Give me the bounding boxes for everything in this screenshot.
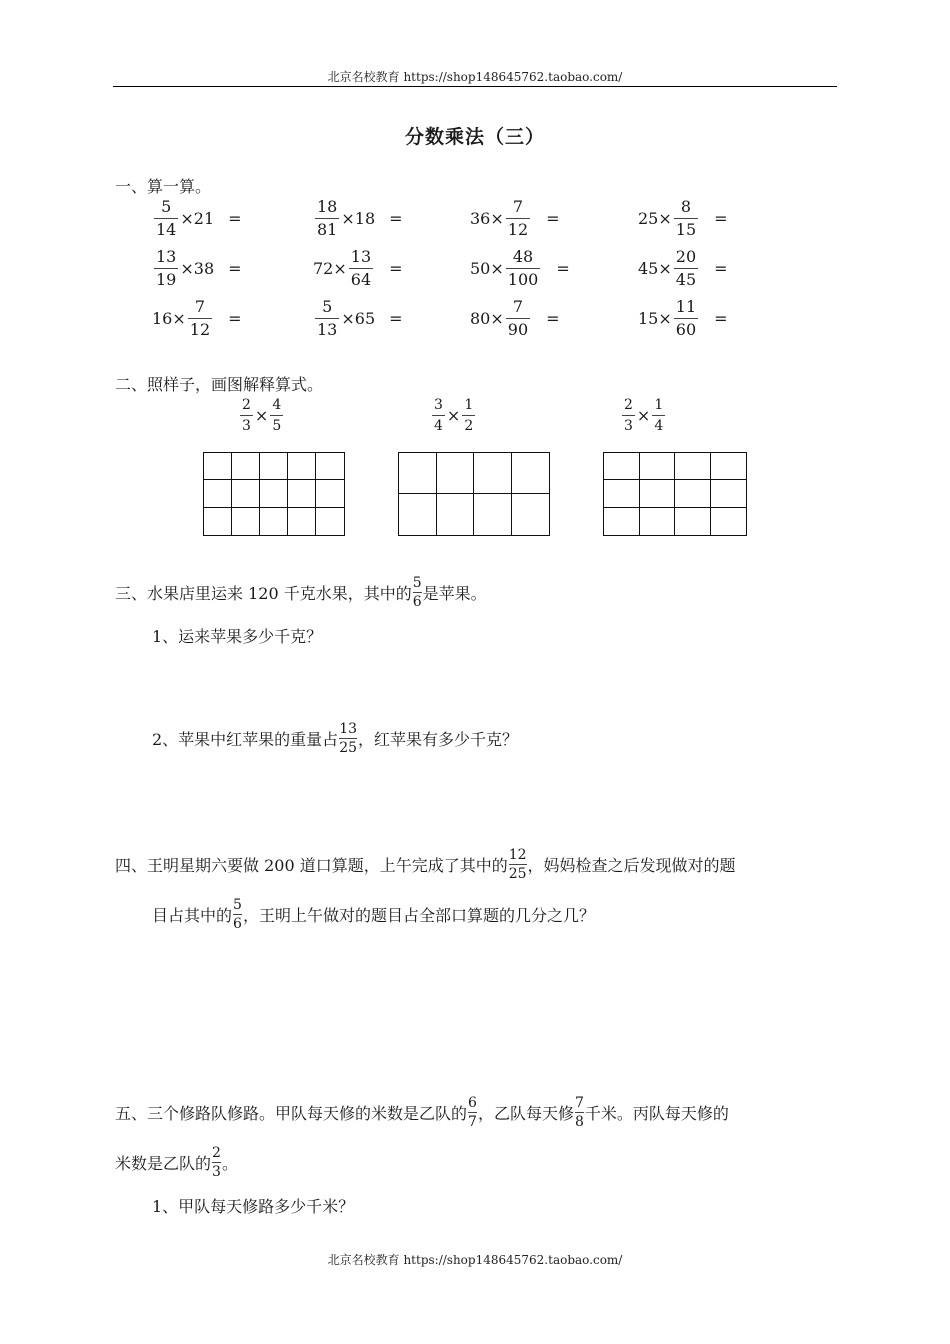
expr-fraction [315,299,339,338]
calc-expression [152,299,242,338]
s5-text-2: ，乙队每天修 [477,1104,574,1123]
times-sign: × [254,406,269,425]
equals-sign: = [556,259,570,278]
denominator: 81 [317,220,338,239]
expr-prefix: 16× [152,309,186,328]
section4-line-1 [115,848,736,881]
section3-question-2 [152,722,518,755]
denominator: 8 [574,1114,584,1130]
numerator: 18 [317,197,338,216]
expr-prefix: 36× [470,209,504,228]
diagram-fraction [652,398,665,433]
numerator: 2 [624,397,633,413]
numerator: 1 [654,397,664,413]
diagram-expression [430,398,477,433]
denominator: 25 [508,866,527,882]
section3-question-1: 1、运来苹果多少千克？ [152,627,323,646]
expr-fraction [188,299,212,338]
expr-fraction [315,199,339,238]
grid-cell[interactable] [437,494,475,535]
calc-expression [313,299,403,338]
denominator: 15 [675,220,697,239]
diagram-expression [620,398,667,433]
s5-text-3: 千米。丙队每天修的 [584,1104,729,1123]
equals-sign: = [546,309,560,328]
denominator: 14 [156,220,177,239]
s5-fraction-1 [468,1096,477,1129]
header-rule [113,86,837,87]
denominator: 64 [350,270,372,289]
equals-sign: = [228,309,242,328]
grid-cell[interactable] [604,453,640,480]
denominator: 4 [432,415,445,433]
diagram-fraction [622,398,635,433]
numerator: 7 [512,297,524,316]
numerator: 1 [464,397,474,413]
grid-cell[interactable] [675,453,711,480]
grid-cell[interactable] [474,453,512,494]
numerator: 2 [242,397,251,413]
denominator: 19 [156,270,177,289]
grid-cell[interactable] [316,453,344,480]
numerator: 8 [680,197,692,216]
expr-suffix: ×65 [341,309,376,328]
diagram-fraction [432,398,445,433]
denominator: 45 [675,270,697,289]
calc-expression [638,299,728,338]
grid-cell[interactable] [260,508,288,535]
numerator: 13 [350,247,372,266]
denominator: 7 [468,1114,477,1130]
diagram-fraction [240,398,253,433]
grid-cell[interactable] [675,508,711,535]
fraction-grid[interactable] [203,452,345,536]
s5-text-1: 五、三个修路队修路。甲队每天修的米数是乙队的 [115,1104,468,1123]
page-header: 北京名校教育 https://shop148645762.taobao.com/ [327,70,623,84]
denominator: 4 [652,415,665,433]
grid-cell[interactable] [288,508,316,535]
grid-cell[interactable] [474,494,512,535]
numerator: 11 [675,297,697,316]
section3-problem [115,576,487,609]
q2-text-after: ，红苹果有多少千克？ [358,730,519,749]
s5-fraction-3 [212,1146,221,1179]
numerator: 20 [675,247,697,266]
expr-fraction [349,249,373,288]
s4-text-4: ，王明上午做对的题目占全部口算题的几分之几？ [242,906,595,925]
equals-sign: = [228,209,242,228]
s4-text-1: 四、王明星期六要做 200 道口算题，上午完成了其中的 [115,856,508,875]
section5-line-1 [115,1096,729,1129]
grid-cell[interactable] [399,453,437,494]
s4-fraction-1 [509,848,527,881]
numerator: 5 [322,297,333,316]
expr-prefix: 80× [470,309,504,328]
calc-expression [152,199,242,238]
section1-heading: 一、算一算。 [115,177,212,196]
calc-expression [470,249,570,288]
expr-fraction [674,199,698,238]
s5-text-5: 。 [221,1154,238,1173]
expr-prefix: 72× [313,259,347,278]
grid-cell[interactable] [316,480,344,507]
calc-expression [638,249,728,288]
s4-text-3: 目占其中的 [152,906,233,925]
expr-fraction [674,299,698,338]
numerator: 12 [508,847,527,863]
denominator: 2 [462,415,475,433]
section2-heading: 二、照样子，画图解释算式。 [115,375,324,394]
grid-cell[interactable] [640,453,676,480]
grid-cell[interactable] [399,494,437,535]
expr-fraction [506,249,541,288]
fraction-grid[interactable] [603,452,747,536]
q2-fraction [339,722,357,755]
expr-suffix: ×18 [341,209,376,228]
denominator: 6 [412,594,422,610]
equals-sign: = [389,259,403,278]
grid-cell[interactable] [675,480,711,507]
expr-prefix: 25× [638,209,672,228]
section4-line-2 [152,898,595,931]
numerator: 2 [212,1145,221,1161]
numerator: 5 [412,575,422,591]
calc-expression [470,299,560,338]
grid-cell[interactable] [260,453,288,480]
section3-text-after: 是苹果。 [422,584,487,603]
equals-sign: = [546,209,560,228]
s4-fraction-2 [233,898,242,931]
grid-cell[interactable] [640,508,676,535]
denominator: 90 [507,320,529,339]
denominator: 6 [233,916,242,932]
s4-text-2: ，妈妈检查之后发现做对的题 [527,856,736,875]
q2-text-before: 2、苹果中红苹果的重量占 [152,730,339,749]
grid-cell[interactable] [604,508,640,535]
diagram-expression [238,398,285,433]
grid-cell[interactable] [204,480,232,507]
expr-fraction [154,249,178,288]
numerator: 7 [574,1095,584,1111]
page-footer: 北京名校教育 https://shop148645762.taobao.com/ [327,1253,623,1267]
denominator: 3 [240,415,253,433]
grid-cell[interactable] [640,480,676,507]
expr-suffix: ×38 [180,259,215,278]
grid-cell[interactable] [204,508,232,535]
expr-prefix: 45× [638,259,672,278]
denominator: 25 [339,740,358,756]
denominator: 13 [317,320,338,339]
numerator: 13 [339,721,358,737]
section5-question-1: 1、甲队每天修路多少千米？ [152,1197,355,1216]
calc-expression [470,199,560,238]
denominator: 100 [507,270,539,289]
numerator: 7 [194,297,206,316]
equals-sign: = [228,259,242,278]
calc-expression [152,249,242,288]
denominator: 60 [675,320,697,339]
expr-suffix: ×21 [180,209,215,228]
denominator: 3 [212,1164,221,1180]
grid-cell[interactable] [604,480,640,507]
grid-cell[interactable] [204,453,232,480]
numerator: 6 [468,1095,477,1111]
equals-sign: = [714,309,728,328]
diagram-fraction [270,398,283,433]
section3-fraction [413,576,422,609]
grid-cell[interactable] [316,508,344,535]
section5-line-2 [115,1146,238,1179]
grid-cell[interactable] [232,480,260,507]
denominator: 3 [622,415,635,433]
grid-cell[interactable] [711,480,747,507]
equals-sign: = [389,309,403,328]
equals-sign: = [714,209,728,228]
numerator: 3 [434,397,443,413]
grid-cell[interactable] [711,453,747,480]
times-sign: × [446,406,461,425]
expr-fraction [506,299,530,338]
grid-cell[interactable] [437,453,475,494]
diagram-fraction [462,398,475,433]
denominator: 12 [507,220,529,239]
calc-expression [313,199,403,238]
expr-prefix: 50× [470,259,504,278]
calc-expression [313,249,403,288]
equals-sign: = [389,209,403,228]
expr-fraction [154,199,178,238]
fraction-grid[interactable] [398,452,550,536]
times-sign: × [636,406,651,425]
grid-cell[interactable] [711,508,747,535]
grid-cell[interactable] [288,453,316,480]
numerator: 7 [512,197,524,216]
s5-text-4: 米数是乙队的 [115,1154,212,1173]
calc-expression [638,199,728,238]
section3-text-before: 三、水果店里运来 120 千克水果，其中的 [115,584,412,603]
s5-fraction-2 [575,1096,584,1129]
denominator: 12 [189,320,211,339]
numerator: 5 [233,897,242,913]
grid-cell[interactable] [232,508,260,535]
expr-fraction [674,249,698,288]
grid-cell[interactable] [232,453,260,480]
denominator: 5 [270,415,283,433]
grid-cell[interactable] [512,494,550,535]
expr-fraction [506,199,530,238]
numerator: 13 [156,247,177,266]
page-title: 分数乘法（三） [404,126,545,148]
expr-prefix: 15× [638,309,672,328]
grid-cell[interactable] [260,480,288,507]
equals-sign: = [714,259,728,278]
numerator: 48 [512,247,534,266]
numerator: 4 [272,397,282,413]
grid-cell[interactable] [288,480,316,507]
grid-cell[interactable] [512,453,550,494]
numerator: 5 [161,197,172,216]
